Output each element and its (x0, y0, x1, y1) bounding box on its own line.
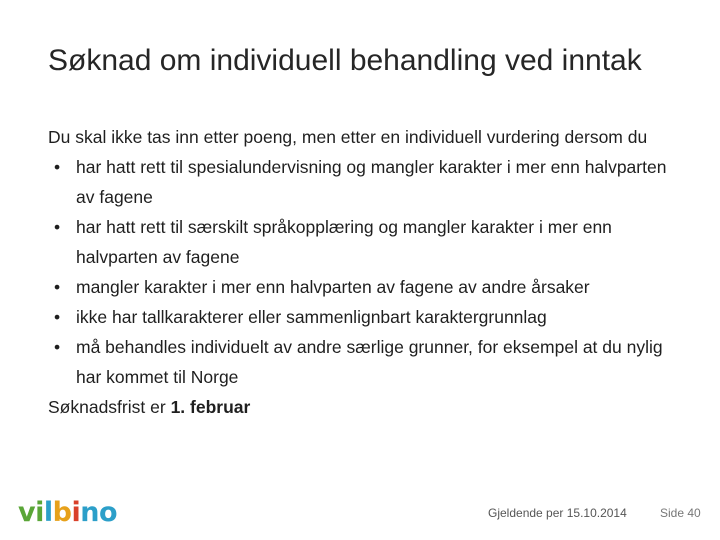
vilbino-logo: vilbino (18, 497, 117, 528)
bullet-icon: • (54, 277, 61, 297)
bullet-icon: • (54, 337, 61, 357)
footer-date: Gjeldende per 15.10.2014 (488, 506, 627, 520)
deadline-date: 1. februar (170, 397, 251, 417)
list-item-text: må behandles individuelt av andre særlige grunner, for eksempel at du nylig har kommet til Norge (76, 337, 663, 387)
deadline-text (48, 392, 688, 422)
deadline-label: Søknadsfrist er (48, 397, 166, 417)
list-item (48, 212, 688, 272)
list-item (48, 152, 688, 212)
list-item (48, 302, 688, 332)
slide-title: Søknad om individuell behandling ved inntak (48, 44, 642, 77)
page-number: Side 40 (660, 506, 701, 520)
list-item (48, 332, 688, 392)
criteria-list (48, 152, 688, 392)
list-item-text: har hatt rett til særskilt språkopplæring og mangler karakter i mer enn halvparten av fagene (76, 217, 612, 267)
bullet-icon: • (54, 307, 61, 327)
list-item-text: har hatt rett til spesialundervisning og mangler karakter i mer enn halvparten av fagene (76, 157, 667, 207)
bullet-icon: • (54, 217, 61, 237)
list-item-text: ikke har tallkarakterer eller sammenlignbart karaktergrunnlag (76, 307, 547, 327)
list-item-text: mangler karakter i mer enn halvparten av fagene av andre årsaker (76, 277, 590, 297)
intro-text: Du skal ikke tas inn etter poeng, men etter en individuell vurdering dersom du (48, 127, 648, 147)
list-item (48, 272, 688, 302)
slide-body (48, 122, 688, 422)
bullet-icon: • (54, 157, 61, 177)
